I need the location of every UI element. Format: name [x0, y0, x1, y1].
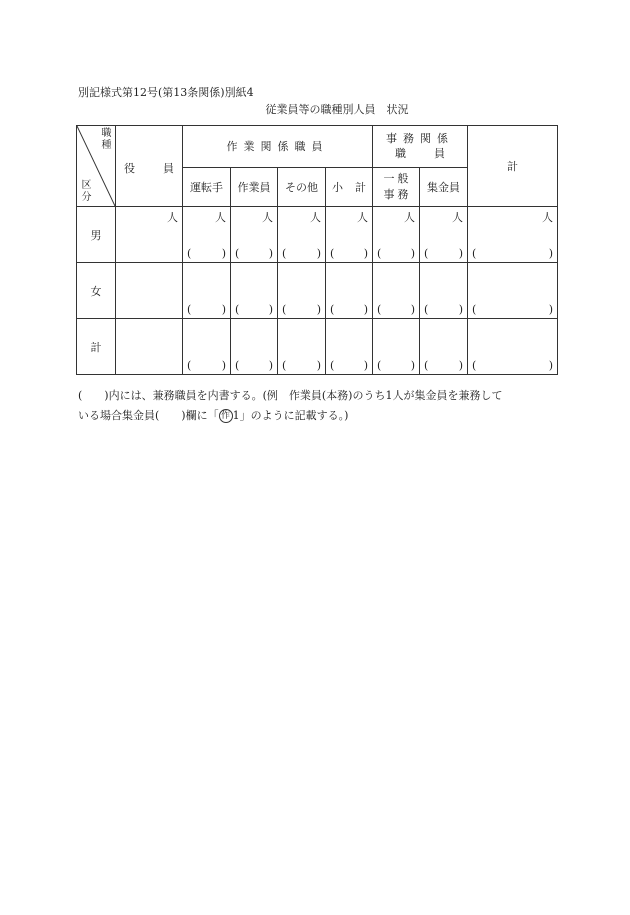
header-kubun: 区分 [81, 180, 92, 203]
row-label-male: 男 [77, 207, 116, 263]
cell-yakuin [116, 319, 183, 375]
cell-worker: ( ) [231, 319, 278, 375]
cell-collector: 人 ( ) [420, 207, 468, 263]
cell-yakuin: 人 [116, 207, 183, 263]
cell-driver: 人 ( ) [183, 207, 231, 263]
cell-total: ( ) [468, 319, 558, 375]
cell-other: ( ) [278, 319, 326, 375]
cell-worker: 人 ( ) [231, 207, 278, 263]
circled-saku-mark: 作 [219, 409, 233, 423]
cell-collector: ( ) [420, 263, 468, 319]
cell-yakuin [116, 263, 183, 319]
header-sagyo-group: 作業関係職員 [183, 126, 373, 168]
cell-other: ( ) [278, 263, 326, 319]
cell-subtotal: ( ) [326, 319, 373, 375]
cell-total: 人 ( ) [468, 207, 558, 263]
table-row [77, 263, 558, 319]
header-total: 計 [468, 126, 558, 207]
document-title: 従業員等の職種別人員 状況 [265, 103, 409, 116]
staff-table [76, 125, 558, 375]
cell-total: ( ) [468, 263, 558, 319]
footnote [78, 386, 558, 426]
header-jimu-group: 事務関係 職 員 [373, 126, 468, 168]
header-other: その他 [278, 167, 326, 207]
header-driver: 運転手 [183, 167, 231, 207]
cell-general-office: ( ) [373, 263, 420, 319]
cell-general-office: 人 ( ) [373, 207, 420, 263]
footnote-line-2: いる場合集金員( )欄に「 作 1」のように記載する。) [78, 409, 349, 422]
header-general-office: 一 般 事 務 [373, 167, 420, 207]
table-row [77, 207, 558, 263]
cell-driver: ( ) [183, 319, 231, 375]
footnote-line-1: ( )内には、兼務職員を内書する。(例 作業員(本務)のうち1人が集金員を兼務して [78, 389, 503, 402]
table-row [77, 319, 558, 375]
cell-driver: ( ) [183, 263, 231, 319]
cell-collector: ( ) [420, 319, 468, 375]
header-worker: 作業員 [231, 167, 278, 207]
header-yakuin: 役 員 [116, 126, 183, 207]
header-subtotal: 小 計 [326, 167, 373, 207]
form-reference: 別記様式第12号(第13条関係)別紙4 [78, 86, 254, 99]
header-collector: 集金員 [420, 167, 468, 207]
row-label-total: 計 [77, 319, 116, 375]
row-label-female: 女 [77, 263, 116, 319]
cell-subtotal: ( ) [326, 263, 373, 319]
cell-general-office: ( ) [373, 319, 420, 375]
diagonal-header-cell [77, 126, 116, 207]
cell-other: 人 ( ) [278, 207, 326, 263]
header-shokushu: 職種 [101, 128, 112, 151]
cell-worker: ( ) [231, 263, 278, 319]
cell-subtotal: 人 ( ) [326, 207, 373, 263]
